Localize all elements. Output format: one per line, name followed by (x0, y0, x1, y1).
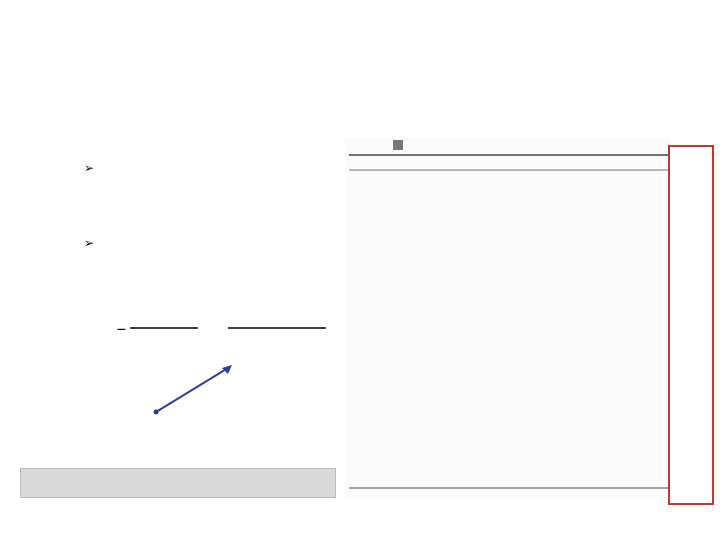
pointer-arrow (150, 360, 240, 420)
arrow-bullet-icon: ➢ (84, 236, 95, 250)
reduction-potentials-table (345, 138, 670, 498)
warning-box (20, 468, 336, 498)
highlight-box (668, 145, 714, 505)
nernst-equation (30, 295, 330, 365)
arrow-bullet-icon: ➢ (84, 161, 95, 175)
svg-text:−: − (116, 320, 127, 339)
